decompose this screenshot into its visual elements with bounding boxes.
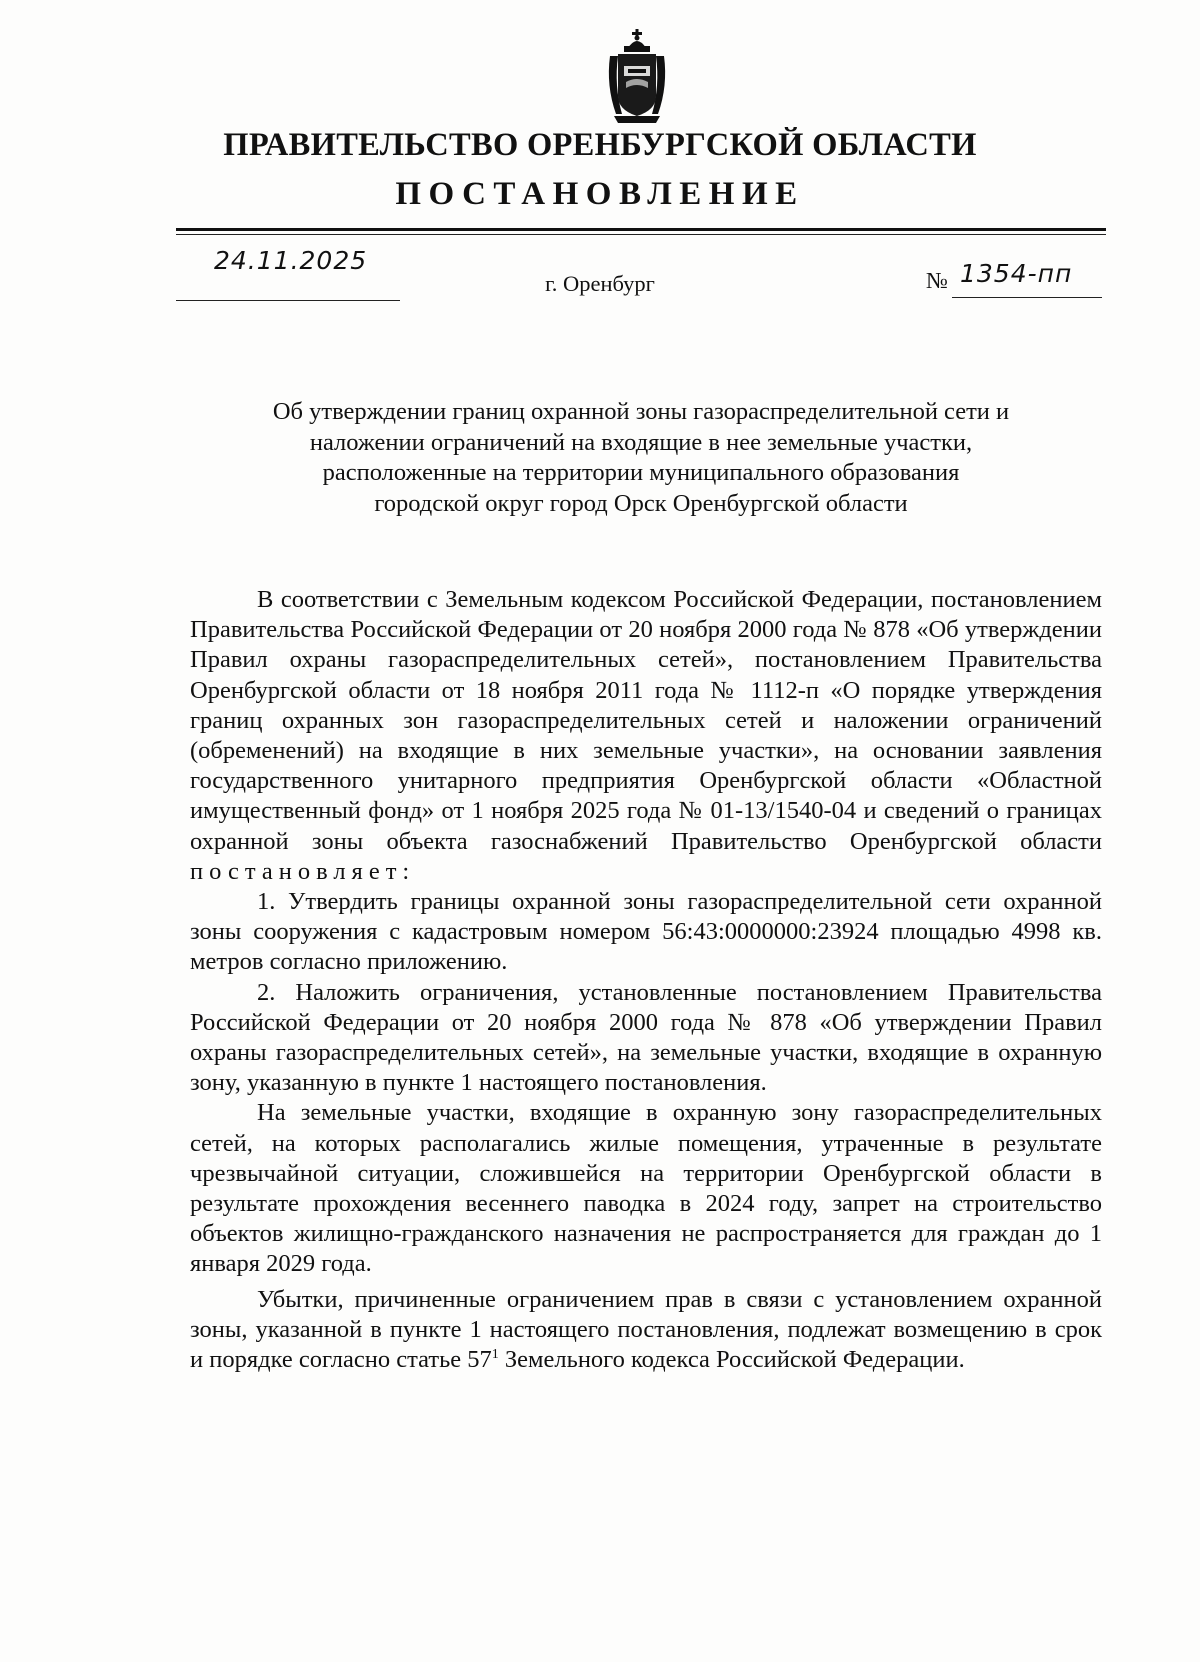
- header-divider-thin: [176, 234, 1106, 235]
- subject-line: городской округ город Орск Оренбургской области: [374, 489, 908, 517]
- number-label: №: [926, 268, 948, 293]
- subject-line: наложении ограничений на входящие в нее земельные участки,: [309, 428, 973, 456]
- preamble-text: В соответствии с Земельным кодексом Российской Федерации, постановлением Правительства Российской Федерации от 20 ноября 2000 года № 878 «Об утверждении Правил охраны газораспределительных сетей», постановлением Правительства Оренбургской области от 18 ноября 2011 года № 1112-п «О порядке утверждения границ охранных зон газораспределительных сетей и наложении ограничений (обременений) на входящие в них земельные участки», на основании заявления государственного унитарного предприятия Оренбургской области «Областной имущественный фонд» от 1 ноября 2025 года № 01-13/1540-04 и сведений о границах охранной зоны объекта газоснабжений Правительство Оренбургской области: [190, 586, 1102, 855]
- compensation-text-end: Земельного кодекса Российской Федерации.: [498, 1346, 965, 1374]
- item-2-paragraph: 2. Наложить ограничения, установленные постановлением Правительства Российской Федерации от 20 ноября 2000 года № 878 «Об утверждении Правил охраны газораспределительных сетей», на земельные участки, входящие в охранную зону, указанную в пункте 1 настоящего постановления.: [190, 978, 1102, 1097]
- decree-subject: [176, 397, 1106, 519]
- decree-number: 1354-пп: [960, 259, 1073, 288]
- government-title: ПРАВИТЕЛЬСТВО ОРЕНБУРГСКОЙ ОБЛАСТИ: [223, 127, 977, 163]
- subject-line: Об утверждении границ охранной зоны газораспределительной сети и: [272, 398, 1010, 425]
- preamble-paragraph: [190, 585, 1102, 887]
- compensation-text: Убытки, причиненные ограничением прав в связи с установлением охранной зоны, указанной в пункте 1 настоящего постановления, подлежат возмещению в срок и порядке согласно статье 57: [190, 1285, 1102, 1374]
- decrees-word: постановляет:: [190, 857, 416, 885]
- header-divider-thick: [176, 228, 1106, 231]
- subject-line: расположенные на территории муниципального образования: [322, 459, 960, 486]
- oblast-coat-of-arms-icon: [606, 26, 668, 126]
- flood-exemption-paragraph: На земельные участки, входящие в охранную зону газораспределительных сетей, на которых располагались жилые помещения, утраченные в результате чрезвычайной ситуации, сложившейся на территории Оренбургской области в результате прохождения весеннего паводка в 2024 году, запрет на строительство объектов жилищно-гражданского назначения не распространяется для граждан до 1 января 2029 года.: [190, 1099, 1102, 1278]
- decree-body: [190, 585, 1102, 1375]
- document-type-title: ПОСТАНОВЛЕНИЕ: [395, 176, 805, 212]
- date-underline: [176, 300, 400, 301]
- item-1-paragraph: 1. Утвердить границы охранной зоны газораспределительной сети охранной зоны сооружения с кадастровым номером 56:43:0000000:23924 площадью 4998 кв. метров согласно приложению.: [190, 888, 1102, 976]
- decree-city: г. Оренбург: [545, 271, 655, 296]
- decree-date: 24.11.2025: [214, 246, 368, 275]
- article-superscript: 1: [491, 1347, 499, 1363]
- compensation-paragraph: [190, 1285, 1102, 1376]
- number-underline: [952, 297, 1102, 298]
